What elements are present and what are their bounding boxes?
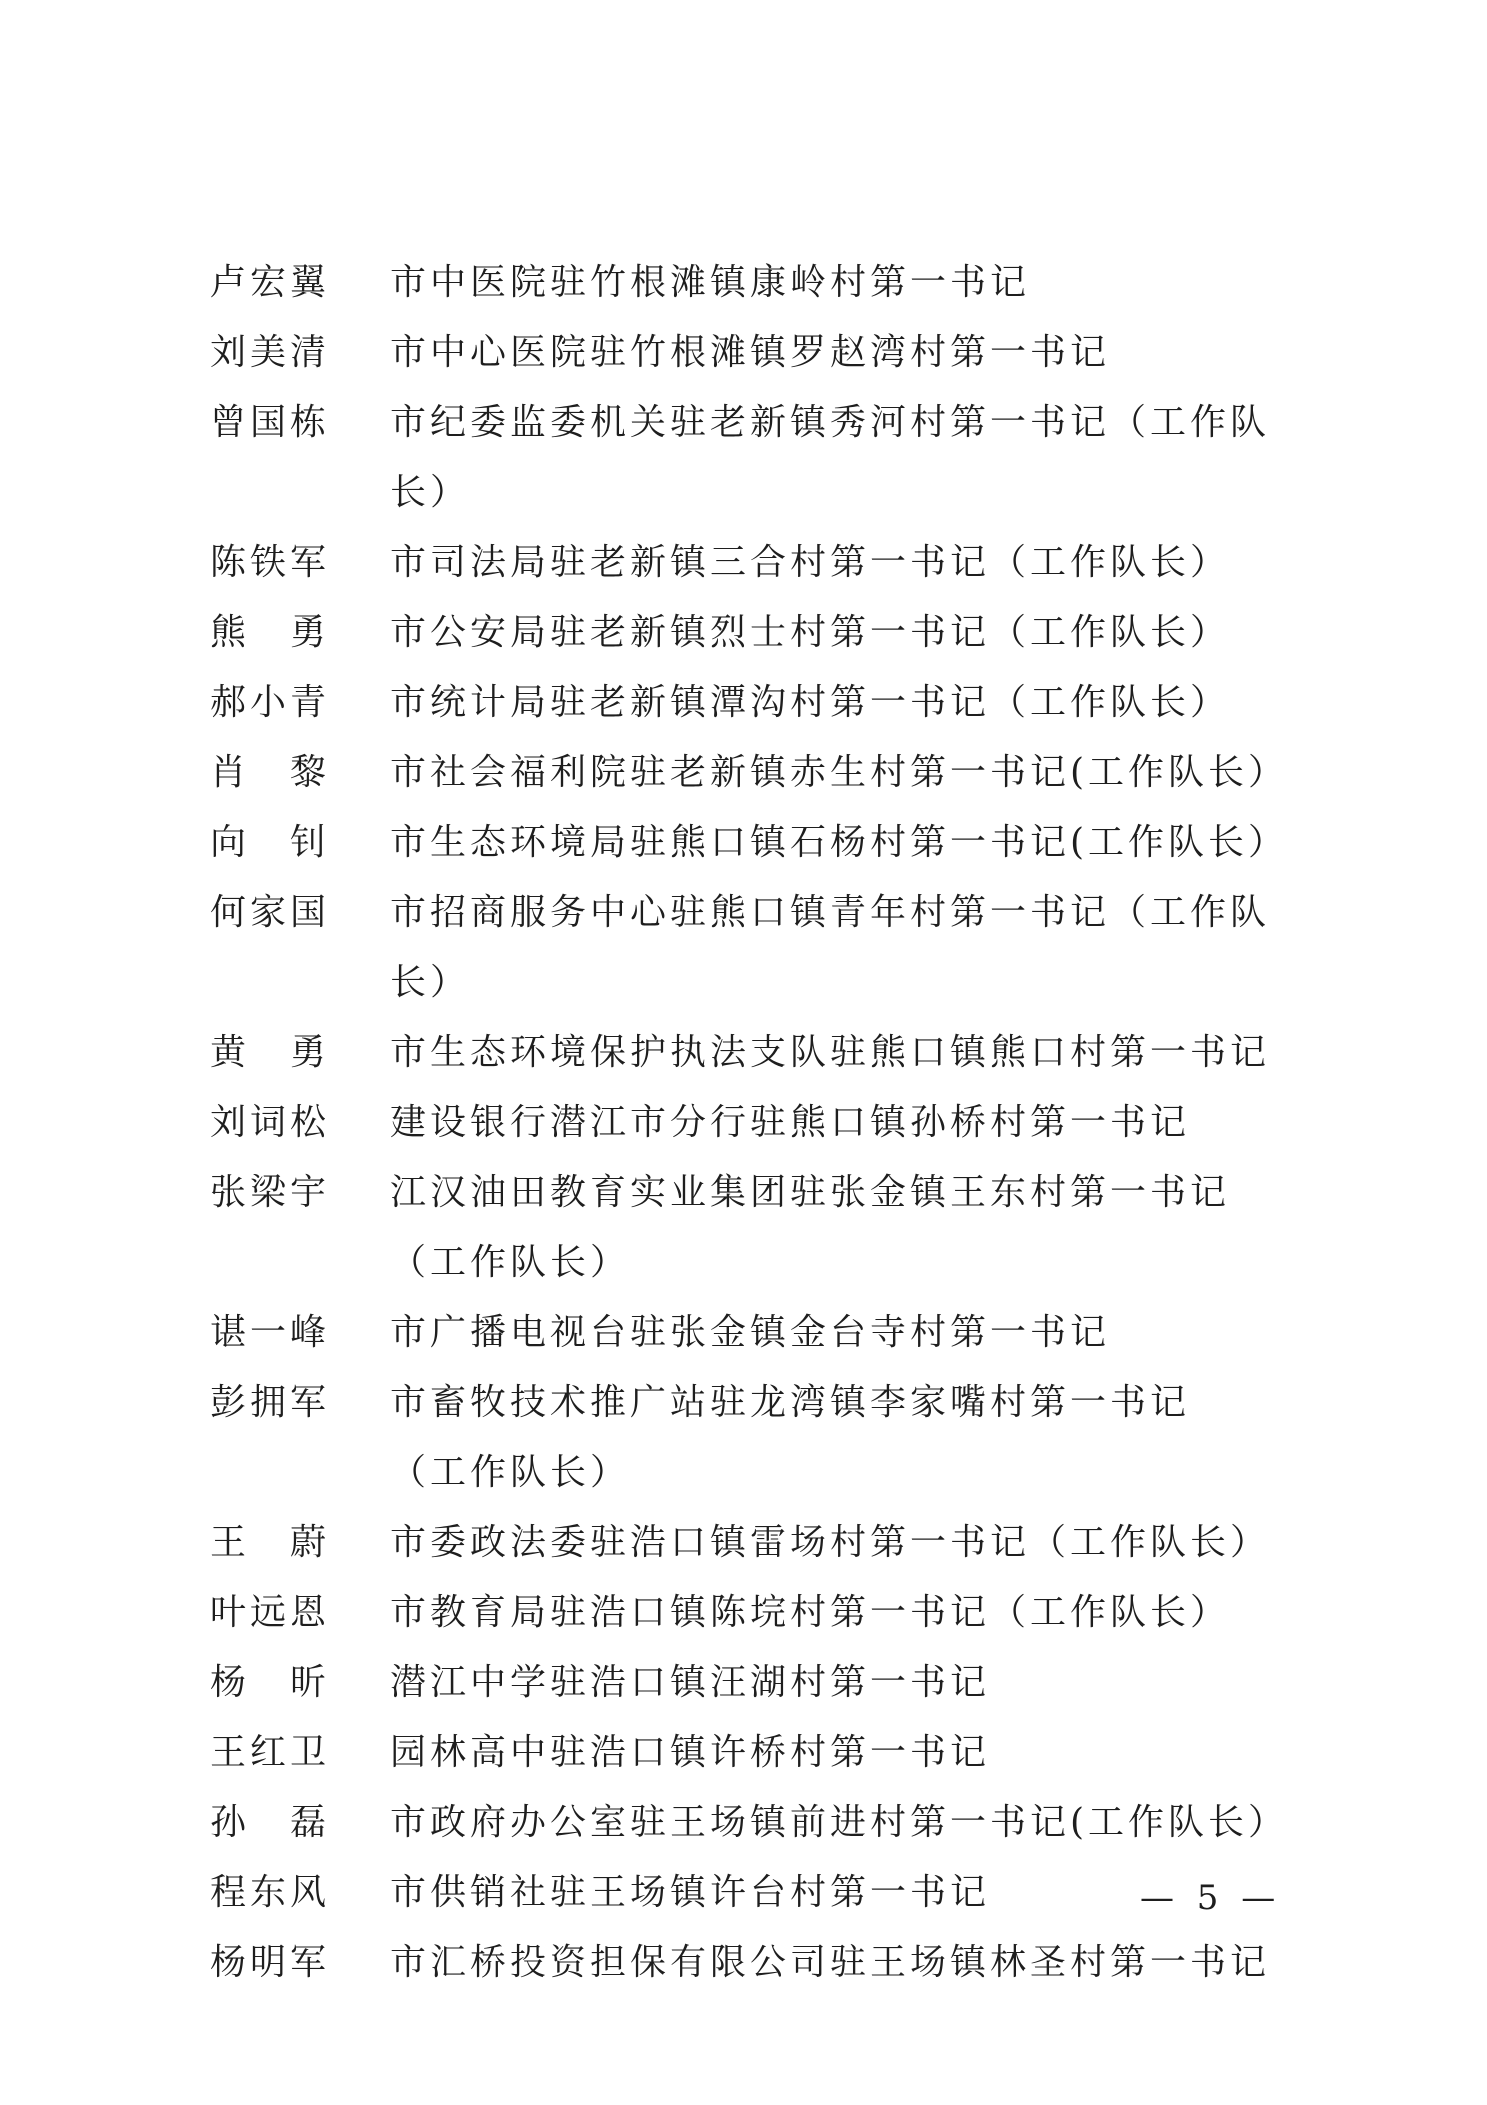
list-item [210, 1088, 1300, 1158]
appointment-role: 市汇桥投资担保有限公司驻王场镇林圣村第一书记 [390, 1942, 1271, 1983]
appointment-role: 市广播电视台驻张金镇金台寺村第一书记 [390, 1312, 1111, 1353]
list-item [210, 1648, 1300, 1718]
list-item [210, 1158, 1300, 1298]
person-name: 黄 勇 [210, 1032, 330, 1073]
person-name: 刘 美 清 [210, 332, 331, 373]
person-name: 杨 昕 [210, 1662, 330, 1703]
list-item [210, 1018, 1300, 1088]
list-item [210, 318, 1300, 388]
list-item [210, 1578, 1300, 1648]
appointment-role: 市畜牧技术推广站驻龙湾镇李家嘴村第一书记 （工作队长） [390, 1382, 1191, 1493]
person-name: 彭 拥 军 [210, 1382, 331, 1423]
appointment-role: 市政府办公室驻王场镇前进村第一书记(工作队长） [390, 1802, 1289, 1843]
person-name: 向 钊 [210, 822, 330, 863]
person-name: 郝 小 青 [210, 682, 331, 723]
person-name: 卢 宏 翼 [210, 262, 331, 303]
appointment-role: 市社会福利院驻老新镇赤生村第一书记(工作队长） [390, 752, 1289, 793]
appointment-role: 市供销社驻王场镇许台村第一书记 [390, 1872, 991, 1913]
appointment-role: 市委政法委驻浩口镇雷场村第一书记（工作队长） [390, 1522, 1271, 1563]
appointment-role: 潜江中学驻浩口镇汪湖村第一书记 [390, 1662, 991, 1703]
list-item [210, 1928, 1300, 1998]
list-item [210, 808, 1300, 878]
list-item [210, 1788, 1300, 1858]
appointment-role: 市统计局驻老新镇潭沟村第一书记（工作队长） [390, 682, 1231, 723]
person-name: 熊 勇 [210, 612, 330, 653]
person-name: 曾 国 栋 [210, 402, 331, 443]
page-number: — 5 — [1140, 1878, 1282, 1918]
appointment-role: 市中心医院驻竹根滩镇罗赵湾村第一书记 [390, 332, 1111, 373]
list-item [210, 528, 1300, 598]
person-name: 刘 词 松 [210, 1102, 331, 1143]
list-item [210, 1508, 1300, 1578]
person-name: 杨 明 军 [210, 1942, 331, 1983]
appointment-role: 市招商服务中心驻熊口镇青年村第一书记（工作队长） [390, 892, 1271, 1003]
list-item [210, 878, 1300, 1018]
person-name: 肖 黎 [210, 752, 330, 793]
appointment-role: 市生态环境局驻熊口镇石杨村第一书记(工作队长） [390, 822, 1289, 863]
appointment-role: 市生态环境保护执法支队驻熊口镇熊口村第一书记 [390, 1032, 1271, 1073]
person-name: 王 红 卫 [210, 1732, 331, 1773]
person-name: 程 东 风 [210, 1872, 331, 1913]
person-name: 何 家 国 [210, 892, 331, 933]
list-item [210, 1368, 1300, 1508]
list-item [210, 248, 1300, 318]
list-item [210, 598, 1300, 668]
appointment-role: 市纪委监委机关驻老新镇秀河村第一书记（工作队长） [390, 402, 1271, 513]
appointment-role: 市公安局驻老新镇烈士村第一书记（工作队长） [390, 612, 1231, 653]
person-name: 王 蔚 [210, 1522, 330, 1563]
person-name: 孙 磊 [210, 1802, 330, 1843]
list-item [210, 1858, 1300, 1928]
appointment-role: 建设银行潜江市分行驻熊口镇孙桥村第一书记 [390, 1102, 1191, 1143]
appointment-role: 市司法局驻老新镇三合村第一书记（工作队长） [390, 542, 1231, 583]
list-item [210, 388, 1300, 528]
appointment-list [210, 248, 1300, 1998]
appointment-role: 园林高中驻浩口镇许桥村第一书记 [390, 1732, 991, 1773]
person-name: 叶 远 恩 [210, 1592, 331, 1633]
person-name: 谌 一 峰 [210, 1312, 331, 1353]
list-item [210, 738, 1300, 808]
person-name: 张 梁 宇 [210, 1172, 331, 1213]
list-item [210, 1298, 1300, 1368]
appointment-role: 市教育局驻浩口镇陈垸村第一书记（工作队长） [390, 1592, 1231, 1633]
list-item [210, 668, 1300, 738]
appointment-role: 江汉油田教育实业集团驻张金镇王东村第一书记 （工作队长） [390, 1172, 1231, 1283]
person-name: 陈 铁 军 [210, 542, 331, 583]
appointment-role: 市中医院驻竹根滩镇康岭村第一书记 [390, 262, 1031, 303]
list-item [210, 1718, 1300, 1788]
